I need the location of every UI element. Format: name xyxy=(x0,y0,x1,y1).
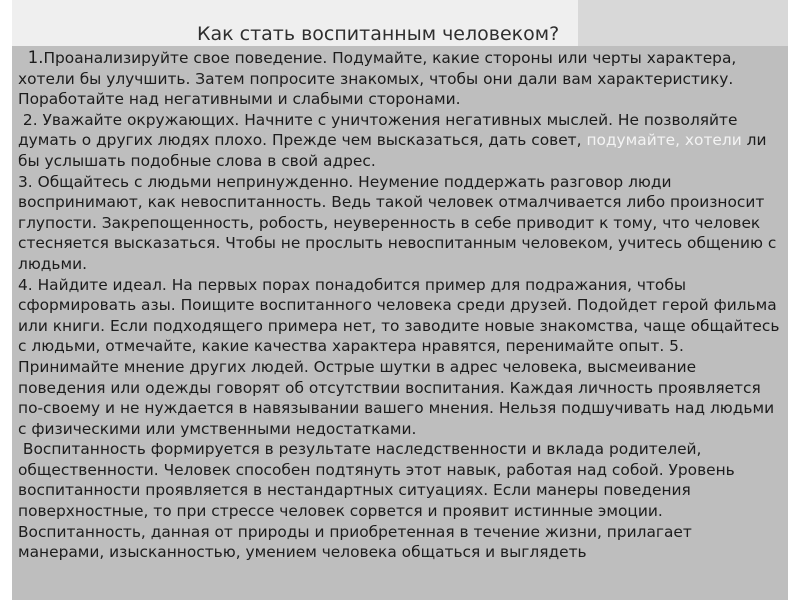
paragraph-3: 3. Общайтесь с людьми непринужденно. Неумение поддержать разговор люди воспринимают, как невоспитанность. Ведь такой человек отмалчивается либо произносит глупости. Закрепощенность, робость, неуверенность в себе приводит к тому, что человек стесняется высказаться. Чтобы не прослыть невоспитанным человеком, учитесь общению с людьми. xyxy=(18,172,777,273)
body-text xyxy=(18,48,782,563)
paragraph-1-text: Проанализируйте свое поведение. Подумайте, какие стороны или черты характера, хотели бы улучшить. Затем попросите знакомых, чтобы они дали вам характеристику. Поработайте над негативными и слабыми сторонами. xyxy=(18,49,737,109)
paragraph-2-text-a: 2. Уважайте окружающих. Начните с уничтожения негативных мыслей. Не позволяйте думать о других людях плохо. Прежде чем высказаться, дать совет, xyxy=(18,110,738,150)
left-margin xyxy=(0,0,12,600)
paragraph-1 xyxy=(18,48,782,110)
slide-title: Как стать воспитанным человеком? xyxy=(197,23,560,45)
title-band-accent xyxy=(578,0,788,46)
paragraph-5 xyxy=(18,439,782,563)
paragraph-2-faded-text: подумайте, хотели xyxy=(586,131,742,150)
paragraph-2-text-b: ли бы услышать подобные слова в свой адрес. xyxy=(18,131,767,170)
slide xyxy=(12,0,788,600)
paragraph-5-text: Воспитанность формируется в результате наследственности и вклада родителей, общественности. Человек способен подтянуть этот навык, работая над собой. Уровень воспитанности проявляется в нестандартных ситуациях. Если манеры поведения поверхностные, то при стрессе человек сорвется и проявит истинные эмоции. Воспитанность, данная от природы и приобретенная в течение жизни, прилагает манерами, изысканностью, умением человека общаться и выглядеть xyxy=(18,440,735,562)
right-margin xyxy=(788,0,800,600)
paragraph-1-number: 1. xyxy=(27,48,44,67)
paragraph-4: 4. Найдите идеал. На первых порах понадобится пример для подражания, чтобы сформировать азы. Поищите воспитанного человека среди друзей. Подойдет герой фильма или книги. Если подходящего примера нет, то заводите новые знакомства, чаще общайтесь с людьми, отмечайте, какие качества характера нравятся, перенимайте опыт. 5. Принимайте мнение других людей. Острые шутки в адрес человека, высмеивание поведения или одежды говорят об отсутствии воспитания. Каждая личность проявляется по-своему и не нуждается в навязывании вашего мнения. Нельзя подшучивать над людьми с физическими или умственными недостатками. xyxy=(18,275,780,438)
paragraph-2 xyxy=(18,110,782,172)
